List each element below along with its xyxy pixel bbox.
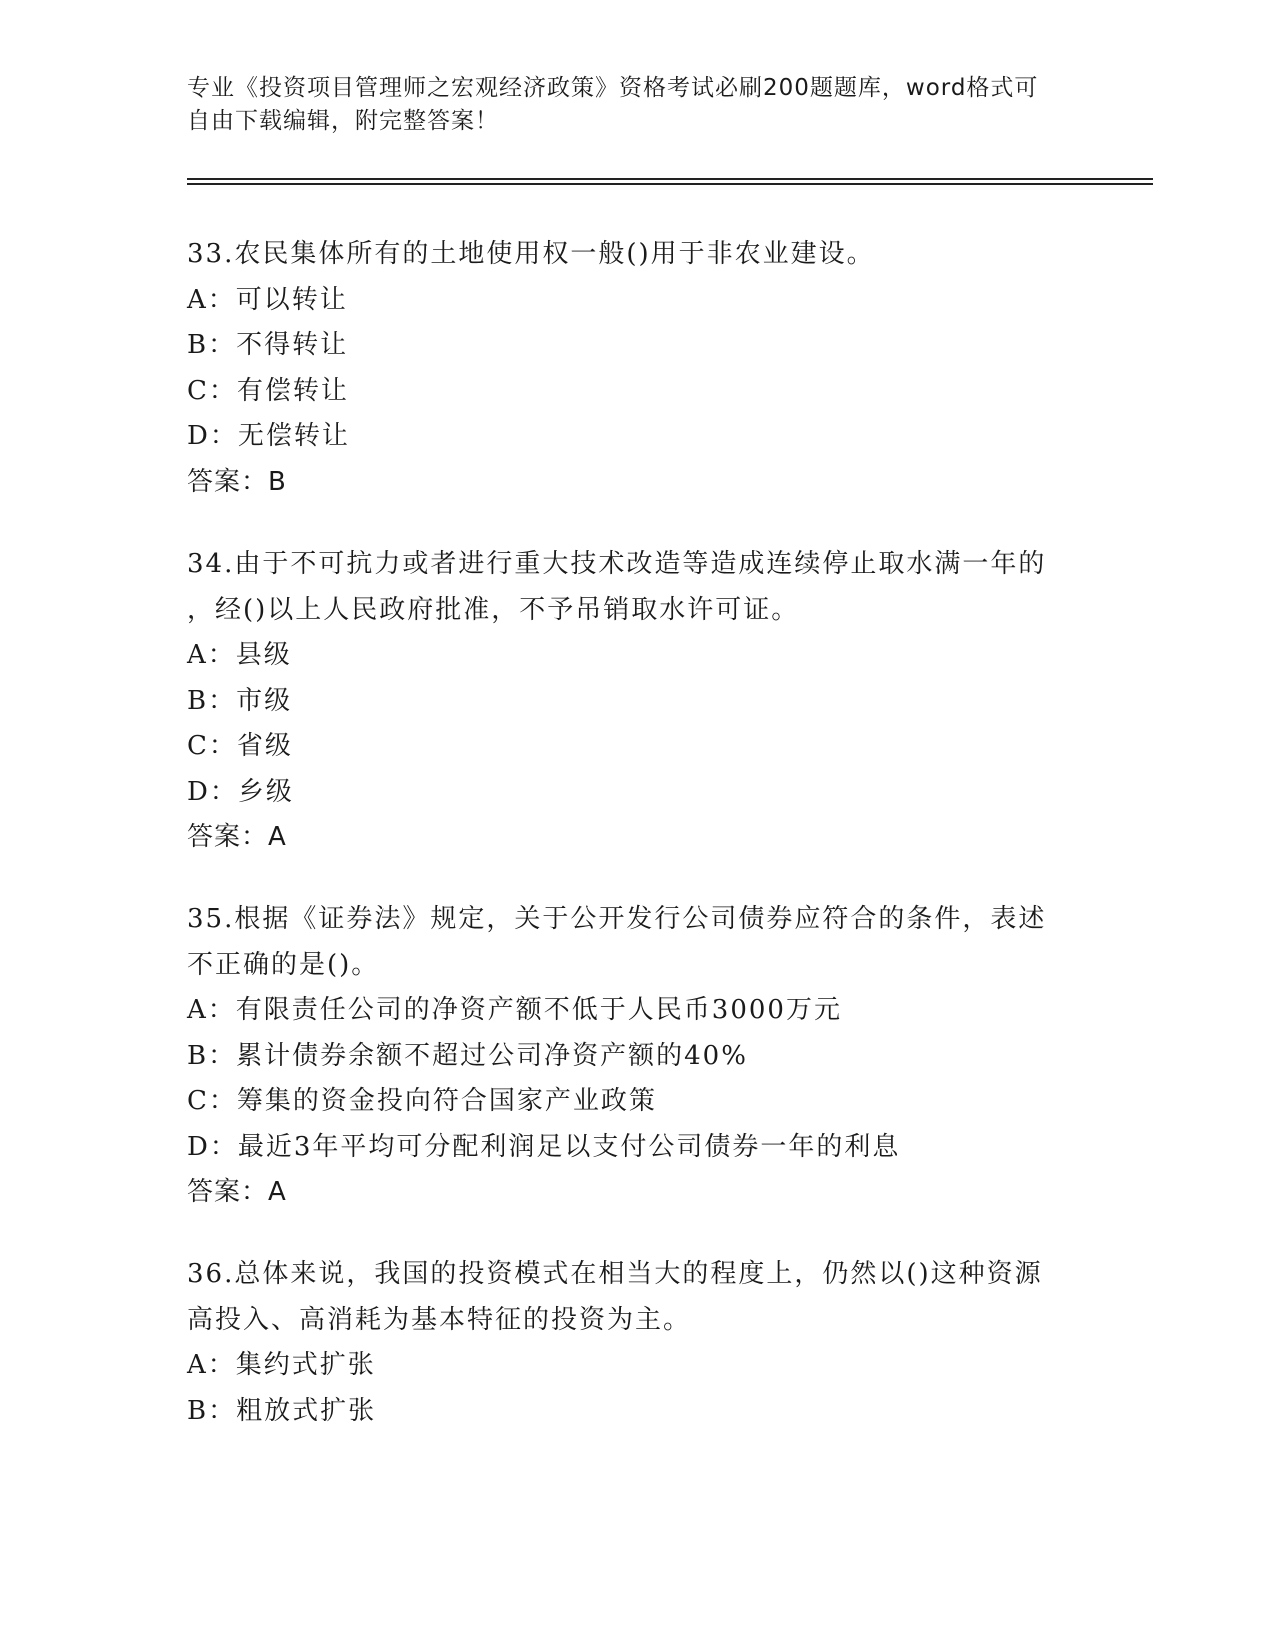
- option-a: A：有限责任公司的净资产额不低于人民币3000万元: [187, 995, 842, 1025]
- document-header: [187, 72, 1067, 138]
- option-c: C：省级: [187, 731, 293, 761]
- question-stem: 36.总体来说，我国的投资模式在相当大的程度上，仍然以()这种资源: [187, 1259, 1043, 1289]
- option-b: B：累计债券余额不超过公司净资产额的40%: [187, 1040, 748, 1071]
- question-35: [187, 897, 1087, 1216]
- option-a: A：县级: [187, 640, 292, 670]
- option-a: A：可以转让: [187, 284, 348, 315]
- answer: 答案：B: [187, 466, 287, 497]
- header-line-1: 专业《投资项目管理师之宏观经济政策》资格考试必刷200题题库，word格式可: [187, 75, 1039, 101]
- question-stem-continued: 不正确的是()。: [187, 949, 380, 980]
- option-d: D：无偿转让: [187, 421, 350, 451]
- answer: 答案：A: [187, 822, 287, 852]
- question-stem-continued: 高投入、高消耗为基本特征的投资为主。: [187, 1304, 692, 1335]
- option-a: A：集约式扩张: [187, 1350, 376, 1380]
- question-stem-continued: ，经()以上人民政府批准，不予吊销取水许可证。: [187, 594, 800, 625]
- question-stem: 34.由于不可抗力或者进行重大技术改造等造成连续停止取水满一年的: [187, 549, 1047, 579]
- option-d: D：最近3年平均可分配利润足以支付公司债券一年的利息: [187, 1131, 901, 1162]
- option-d: D：乡级: [187, 776, 294, 807]
- header-line-2: 自由下载编辑，附完整答案！: [187, 108, 499, 134]
- option-b: B：市级: [187, 685, 293, 716]
- question-33: [187, 232, 1087, 505]
- answer: 答案：A: [187, 1177, 287, 1207]
- header-divider-bottom: [187, 183, 1153, 185]
- question-stem: 33.农民集体所有的土地使用权一般()用于非农业建设。: [187, 239, 875, 269]
- option-c: C：筹集的资金投向符合国家产业政策: [187, 1086, 657, 1116]
- question-34: [187, 542, 1087, 861]
- question-36: [187, 1252, 1087, 1434]
- option-c: C：有偿转让: [187, 375, 349, 406]
- option-b: B：粗放式扩张: [187, 1395, 377, 1426]
- question-stem: 35.根据《证券法》规定，关于公开发行公司债券应符合的条件，表述: [187, 904, 1047, 934]
- option-b: B：不得转让: [187, 330, 349, 360]
- header-divider-top: [187, 178, 1153, 180]
